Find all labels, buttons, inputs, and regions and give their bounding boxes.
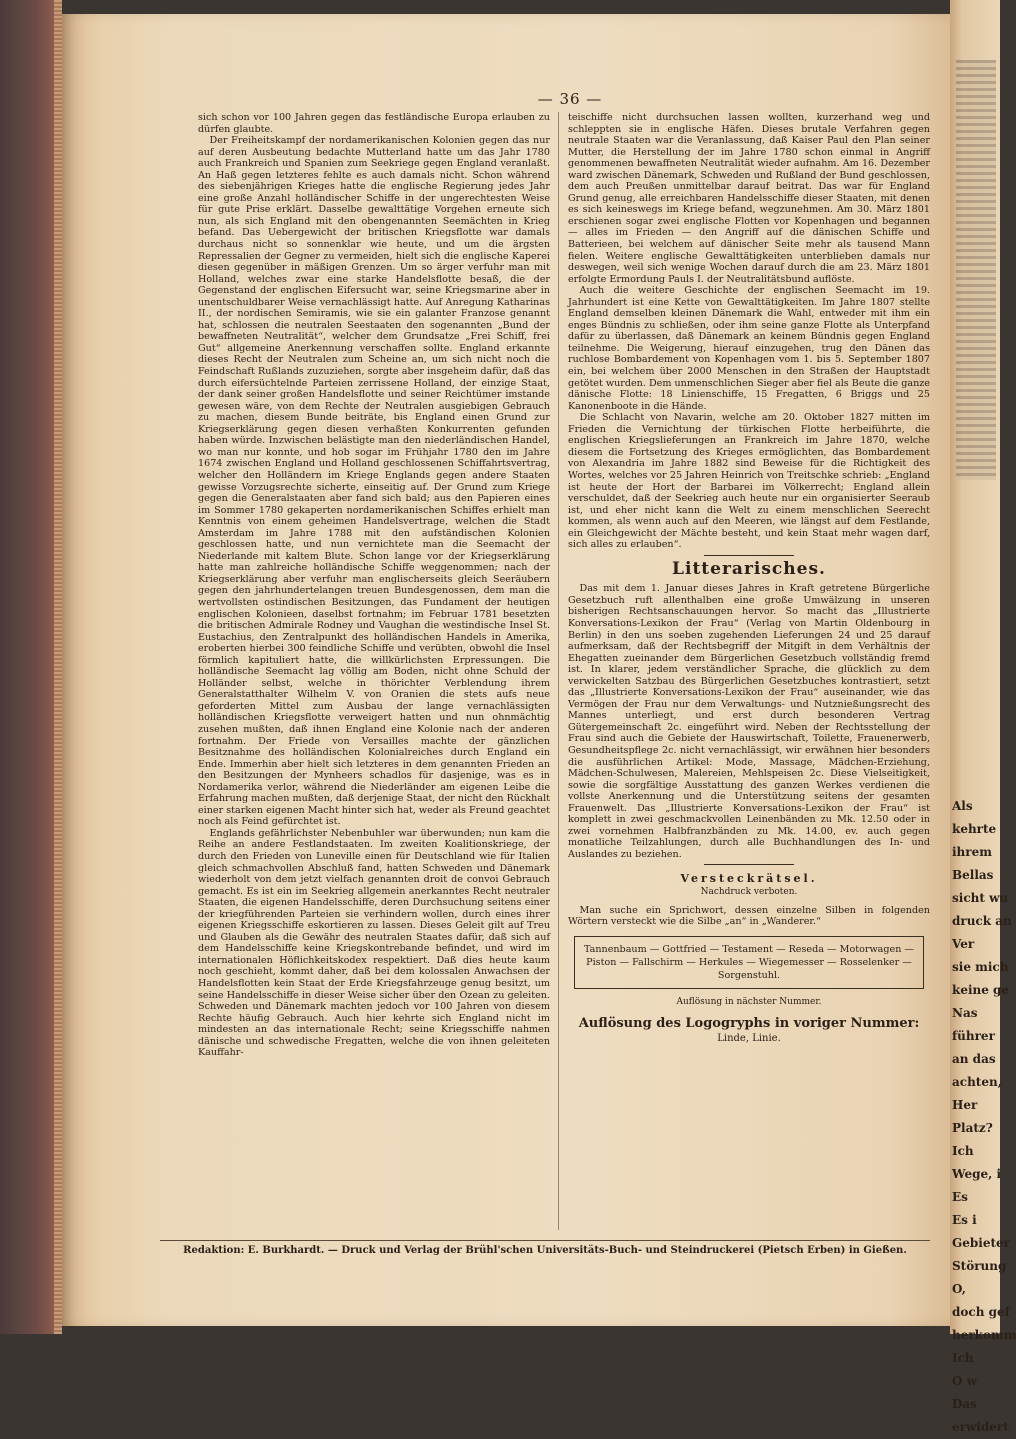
- article-paragraph: sich schon vor 100 Jahren gegen das festländische Europa erlauben zu dürfen glaubte.: [198, 112, 550, 135]
- book-cover-edge: [0, 0, 62, 1334]
- adjacent-page-word: Ich: [952, 1144, 974, 1158]
- adjacent-page-word: an das: [952, 1052, 996, 1066]
- puzzle-solution-note: Auflösung in nächster Nummer.: [676, 996, 822, 1007]
- adjacent-page-word: Ver: [952, 937, 975, 951]
- adjacent-page-word: Das: [952, 1397, 977, 1411]
- adjacent-page-word: Störung: [952, 1259, 1007, 1273]
- adjacent-page-word: erwidert: [952, 1420, 1009, 1434]
- puzzle-words: Tannenbaum — Gottfried — Testament — Reseda — Motorwagen — Piston — Fallschirm — Herkules — Wiegemesser — Rosselenker — Sorgenstuhl.: [583, 943, 915, 981]
- adjacent-page-word: kehrte: [952, 822, 997, 836]
- adjacent-page-word: führer: [952, 1029, 995, 1043]
- adjacent-page-word: druck an: [952, 914, 1012, 928]
- adjacent-page-word: Als: [952, 799, 973, 813]
- adjacent-page-illustration: [956, 60, 996, 480]
- article-paragraph: Englands gefährlichster Nebenbuhler war überwunden; nun kam die Reihe an andere Festlandstaaten. Im zweiten Koalitionskriege, der durch den Frieden von Luneville einen für Deutschland wie für Italien gleich schmachvollen Abschluß fand, hatten Schweden und Dänemark wiederholt von dem jetzt vielfach genannten droit de convoi Gebrauch gemacht. Es ist ein im Seekrieg allgemein anerkanntes Recht neutraler Staaten, die eigenen Handelsschiffe, deren Durchsuchung seitens einer der kriegführenden Parteien sie verhindern wollen, durch eines ihrer eigenen Kriegsschiffe eskortieren zu lassen. Dieses Geleit gilt auf Treu und Glauben als die Gewähr des neutralen Staates dafür, daß sich auf dem Handelsschiffe keine Kriegskontrebande befindet, und wird im internationalen Höflichkeitskodex respektiert. Daß dies heute kaum noch geschieht, kommt daher, daß bei dem kolossalen Anwachsen der Handelsflotten kein Staat der Erde Kriegsfahrzeuge genug besitzt, um seine Handelsschiffe in dieser Weise sicher über den Ozean zu geleiten. Schweden und Dänemark machten jedoch vor 100 Jahren von diesem Rechte häufig Gebrauch. Auch hier kehrte sich England nicht im mindesten an das internationale Recht; seine Kriegsschiffe nahmen dänische und schwedische Fregatten, welche die von ihnen geleiteten Kauffahr-: [198, 827, 550, 1059]
- previous-answer-heading: Auflösung des Logogryphs in voriger Nummer:: [578, 1016, 920, 1032]
- adjacent-page-word: Nas: [952, 1006, 978, 1020]
- adjacent-page-word: herkomm: [952, 1328, 1016, 1342]
- adjacent-page-word: Ich: [952, 1351, 974, 1365]
- adjacent-page-word: Es i: [952, 1213, 977, 1227]
- adjacent-page-word: sicht wu: [952, 891, 1009, 905]
- literature-heading: Litterarisches.: [672, 558, 826, 579]
- literature-paragraph: Das mit dem 1. Januar dieses Jahres in Kraft getretene Bürgerliche Gesetzbuch ruft allenthalben eine große Umwälzung in unseren bisherigen Rechtsanschauungen hervor. So macht das „Illustrierte Konversations-Lexikon der Frau“ (Verlag von Martin Oldenbourg in Berlin) in den uns soeben zugehenden Lieferungen 24 und 25 darauf aufmerksam, daß der Rechtsbegriff der Mitgift in dem Verhältnis der Ehegatten zueinander dem Bürgerlichen Gesetzbuch vollständig fremd ist. In klarer, jedem verständlicher Sprache, die glücklich zu dem verwickelten Satzbau des Bürgerlichen Gesetzbuches kontrastiert, setzt das „Illustrierte Konversations-Lexikon der Frau“ auseinander, wie das Vermögen der Frau nur dem Verwaltungs- und Nutznießungsrecht des Mannes unterliegt, und erst durch besonderen Vertrag Gütergemeinschaft 2c. eingeführt wird. Neben der Rechtsstellung der Frau sind auch die Gebiete der Hauswirtschaft, Toilette, Frauenerwerb, Gesundheitspflege 2c. nicht vernachlässigt, wir erwähnen hier besonders die ausführlichen Artikel: Mode, Massage, Mädchen-Erziehung, Mädchen-Schulwesen, Malereien, Mehlspeisen 2c. Diese Vielseitigkeit, sowie die sorgfältige Ausstattung des ganzen Werkes verdienen die vollste Anerkennung und die Unterstützung seitens der gesamten Frauenwelt. Das „Illustrierte Konversations-Lexikon der Frau“ ist komplett in zwei geschmackvollen Leinenbänden zu Mk. 12.50 oder in zwei vornehmen Halbfranzbänden zu Mk. 14.00, ev. auch gegen monatliche Teilzahlungen, durch alle Buchhandlungen des In- und Auslandes zu beziehen.: [568, 583, 930, 860]
- page-number: — 36 —: [537, 90, 603, 108]
- adjacent-page-word: sie mich: [952, 960, 1009, 974]
- adjacent-page-text: [952, 795, 1016, 1439]
- adjacent-page-word: Bellas: [952, 868, 994, 882]
- adjacent-page-word: Gebieter: [952, 1236, 1010, 1250]
- section-rule: [704, 555, 794, 556]
- puzzle-word-box: [574, 936, 924, 989]
- previous-answer-text: Linde, Linie.: [717, 1032, 781, 1044]
- article-column-right: [568, 112, 930, 1234]
- adjacent-page-word: O w: [952, 1374, 977, 1388]
- puzzle-heading: Versteckrätsel.: [680, 872, 818, 886]
- article-paragraph: Auch die weitere Geschichte der englischen Seemacht im 19. Jahrhundert ist eine Kette von Gewalttätigkeiten. Im Jahre 1807 stellte England demselben kleinen Dänemark die Wahl, entweder mit ihm ein enges Bündnis zu schließen, oder ihm seine ganze Flotte als Unterpfand dafür zu überlassen, daß Dänemark an keinem Bündnis gegen England teilnehme. Die Weigerung, hierauf einzugehen, trug den Dänen das ruchlose Bombardement von Kopenhagen vom 1. bis 5. September 1807 ein, bei welchem über 2000 Menschen in den Straßen der Hauptstadt getötet wurden. Dem unmenschlichen Sieger aber fiel als Beute die ganze dänische Flotte: 18 Linienschiffe, 15 Fregatten, 6 Briggs und 25 Kanonenboote in die Hände.: [568, 285, 930, 412]
- adjacent-page-word: Wege, i: [952, 1167, 1002, 1181]
- section-rule: [704, 864, 794, 865]
- adjacent-page-word: ihrem: [952, 845, 992, 859]
- adjacent-page-word: Platz?: [952, 1121, 993, 1135]
- adjacent-page-word: doch gef: [952, 1305, 1010, 1319]
- article-paragraph: Der Freiheitskampf der nordamerikanischen Kolonien gegen das nur auf deren Ausbeutung bedachte Mutterland hatte um das Jahr 1780 auch Frankreich und Spanien zum Seekriege gegen England veranlaßt. An Haß gegen letzteres fehlte es auch damals nicht. Schon während des siebenjährigen Krieges hatte die englische Regierung jedes Jahr eine große Anzahl holländischer Schiffe in der ungerechtesten Weise für gute Prise erklärt. Dasselbe gewalttätige Vorgehen erneute sich nun, als sich England mit den obengenannten Seemächten in Krieg befand. Das Uebergewicht der britischen Kriegsflotte war damals durchaus nicht so sonnenklar wie heute, und um die ärgsten Repressalien der Gegner zu vermeiden, hielt sich die englische Kaperei diesen gegenüber in mäßigen Grenzen. Um so ärger verfuhr man mit Holland, welches zwar eine starke Handelsflotte besaß, die der Gegenstand der englischen Eifersucht war, seine Kriegsmarine aber in unentschuldbarer Weise vernachlässigt hatte. Auf Anregung Katharinas II., der nordischen Semiramis, wie sie ein galanter Franzose genannt hat, schlossen die neutralen Seestaaten den sogenannten „Bund der bewaffneten Neutralität“, welcher dem Grundsatze „Frei Schiff, frei Gut“ allgemeine Anerkennung verschaffen sollte. England erkannte dieses Recht der Neutralen zum Scheine an, um sich nicht noch die Feindschaft Rußlands zuzuziehen, sorgte aber insgeheim dafür, daß das durch eifersüchtelnde Parteien zerrissene Holland, der einzige Staat, der dank seiner großen Handelsflotte und seiner Reichtümer imstande gewesen wäre, von dem Rechte der Neutralen ausgiebigen Gebrauch zu machen, diesem Bunde beiträte, bis England einen Grund zur Kriegserklärung gegen diesen verhaßten Konkurrenten gefunden haben würde. Inzwischen belästigte man den niederländischen Handel, wo man nur konnte, und hob sogar im Frühjahr 1780 den im Jahre 1674 zwischen England und Holland geschlossenen Schiffahrtsvertrag, welcher den Holländern im Kriege Englands gegen andere Staaten gewisse Vorzugsrechte sicherte, einseitig auf. Der Grund zum Kriege gegen die Generalstaaten aber fand sich bald; aus den Papieren eines im Sommer 1780 gekaperten nordamerikanischen Schiffes erhielt man Kenntnis von einem geheimen Handelsvertrage, welchen die Stadt Amsterdam im Jahre 1788 mit den aufständischen Kolonien geschlossen hatte, und nun vernichtete man die Seemacht der Niederlande mit kaltem Blute. Schon lange vor der Kriegserklärung hatte man zahlreiche holländische Schiffe weggenommen; nach der Kriegserklärung aber verfuhr man englischerseits gleich Seeräubern gegen den jahrhundertelangen treuen Bundesgenossen, dem man die wertvollsten ostindischen Besitzungen, das Fundament der heutigen englischen Kolonieen, daselbst fortnahm; im Februar 1781 besetzten die britischen Admirale Rodney und Vaughan die westindische Insel St. Eustachius, den Zentralpunkt des holländischen Handels in Amerika, eroberten hierbei 300 feindliche Schiffe und verübten, obwohl die Insel förmlich kapituliert hatte, die willkürlichsten Erpressungen. Die holländische Seemacht lag völlig am Boden, nicht ohne Schuld der Holländer selbst, welche in thörichter Verblendung ihrem Generalstatthalter Wilhelm V. von Oranien die stets aufs neue geforderten Mittel zum Ausbau der lange vernachlässigten holländischen Kriegsflotte verweigert hatten und nun ohnmächtig zusehen mußten, daß ihnen England eine Kolonie nach der anderen fortnahm. Der Friede von Versailles machte der gänzlichen Besitznahme des holländischen Kolonialreiches durch England ein Ende. Immerhin aber hielt sich letzteres in dem genannten Frieden an den Besitzungen der Mynheers schadlos für dasjenige, was es in Nordamerika verlor, während die Niederländer am eigenen Leibe die Erfahrung machen mußten, daß derjenige Staat, der nicht den Rückhalt einer starken eigenen Macht hinter sich hat, weder als Freund geachtet noch als Feind gefürchtet ist.: [198, 135, 550, 828]
- article-paragraph: Die Schlacht von Navarin, welche am 20. Oktober 1827 mitten im Frieden die Vernichtung der türkischen Flotte herbeiführte, die englischen Kriegslieferungen an Frankreich im Jahre 1870, welche diesem die Fortsetzung des Krieges ermöglichten, das Bombardement von Alexandria im Jahre 1882 sind Beweise für die Richtigkeit des Wortes, welches vor 25 Jahren Heinrich von Treitschke schrieb: „England ist heute der Hort der Barbarei im Völkerrecht; England allein verschuldet, daß der Seekrieg auch heute nur ein organisierter Seeraub ist, und eher nicht kann die Welt zu einem menschlichen Seerecht kommen, als wenn auch auf den Meeren, wie längst auf dem Festlande, ein Gleichgewicht der Mächte besteht, und kein Staat mehr wagen darf, sich alles zu erlauben“.: [568, 412, 930, 551]
- adjacent-page-word: keine ge: [952, 983, 1010, 997]
- puzzle-subtitle: Nachdruck verboten.: [700, 887, 798, 897]
- article-column-left: [198, 112, 550, 1234]
- column-divider: [558, 112, 559, 1230]
- adjacent-page-strip: [950, 0, 1016, 1434]
- puzzle-intro: Man suche ein Sprichwort, dessen einzelne Silben in folgenden Wörtern versteckt wie die Silbe „an“ in „Wanderer.“: [568, 904, 930, 928]
- adjacent-page-word: O,: [952, 1282, 966, 1296]
- imprint-footer: Redaktion: E. Burkhardt. — Druck und Verlag der Brühl'schen Universitäts-Buch- und Steindruckerei (Pietsch Erben) in Gießen.: [160, 1240, 930, 1256]
- article-paragraph: teischiffe nicht durchsuchen lassen wollten, kurzerhand weg und schleppten sie in englische Häfen. Dieses brutale Verfahren gegen neutrale Staaten war die Veranlassung, daß Kaiser Paul den Plan seiner Mutter, die Herstellung der im Jahre 1780 schon einmal in Angriff genommenen bewaffneten Neutralität wieder aufnahm. Am 16. Dezember ward zwischen Dänemark, Schweden und Rußland der Bund geschlossen, dem auch Preußen unmittelbar darauf beitrat. Das war für England Grund genug, alle erreichbaren Handelsschiffe dieser Staaten, mit denen es sich keineswegs im Kriege befand, wegzunehmen. Am 30. März 1801 erschienen sogar zwei englische Flotten vor Kopenhagen und begannen — alles im Frieden — den Angriff auf die dänischen Schiffe und Batterieen, bei welchem auf dänischer Seite mehr als tausend Mann fielen. Weitere englische Gewalttätigkeiten unterblieben damals nur deswegen, weil sich wenige Wochen darauf durch die am 23. März 1801 erfolgte Ermordung Pauls I. der Neutralitätsbund auflöste.: [568, 112, 930, 285]
- adjacent-page-word: Her: [952, 1098, 978, 1112]
- adjacent-page-word: Es: [952, 1190, 968, 1204]
- adjacent-page-word: achten,: [952, 1075, 1002, 1089]
